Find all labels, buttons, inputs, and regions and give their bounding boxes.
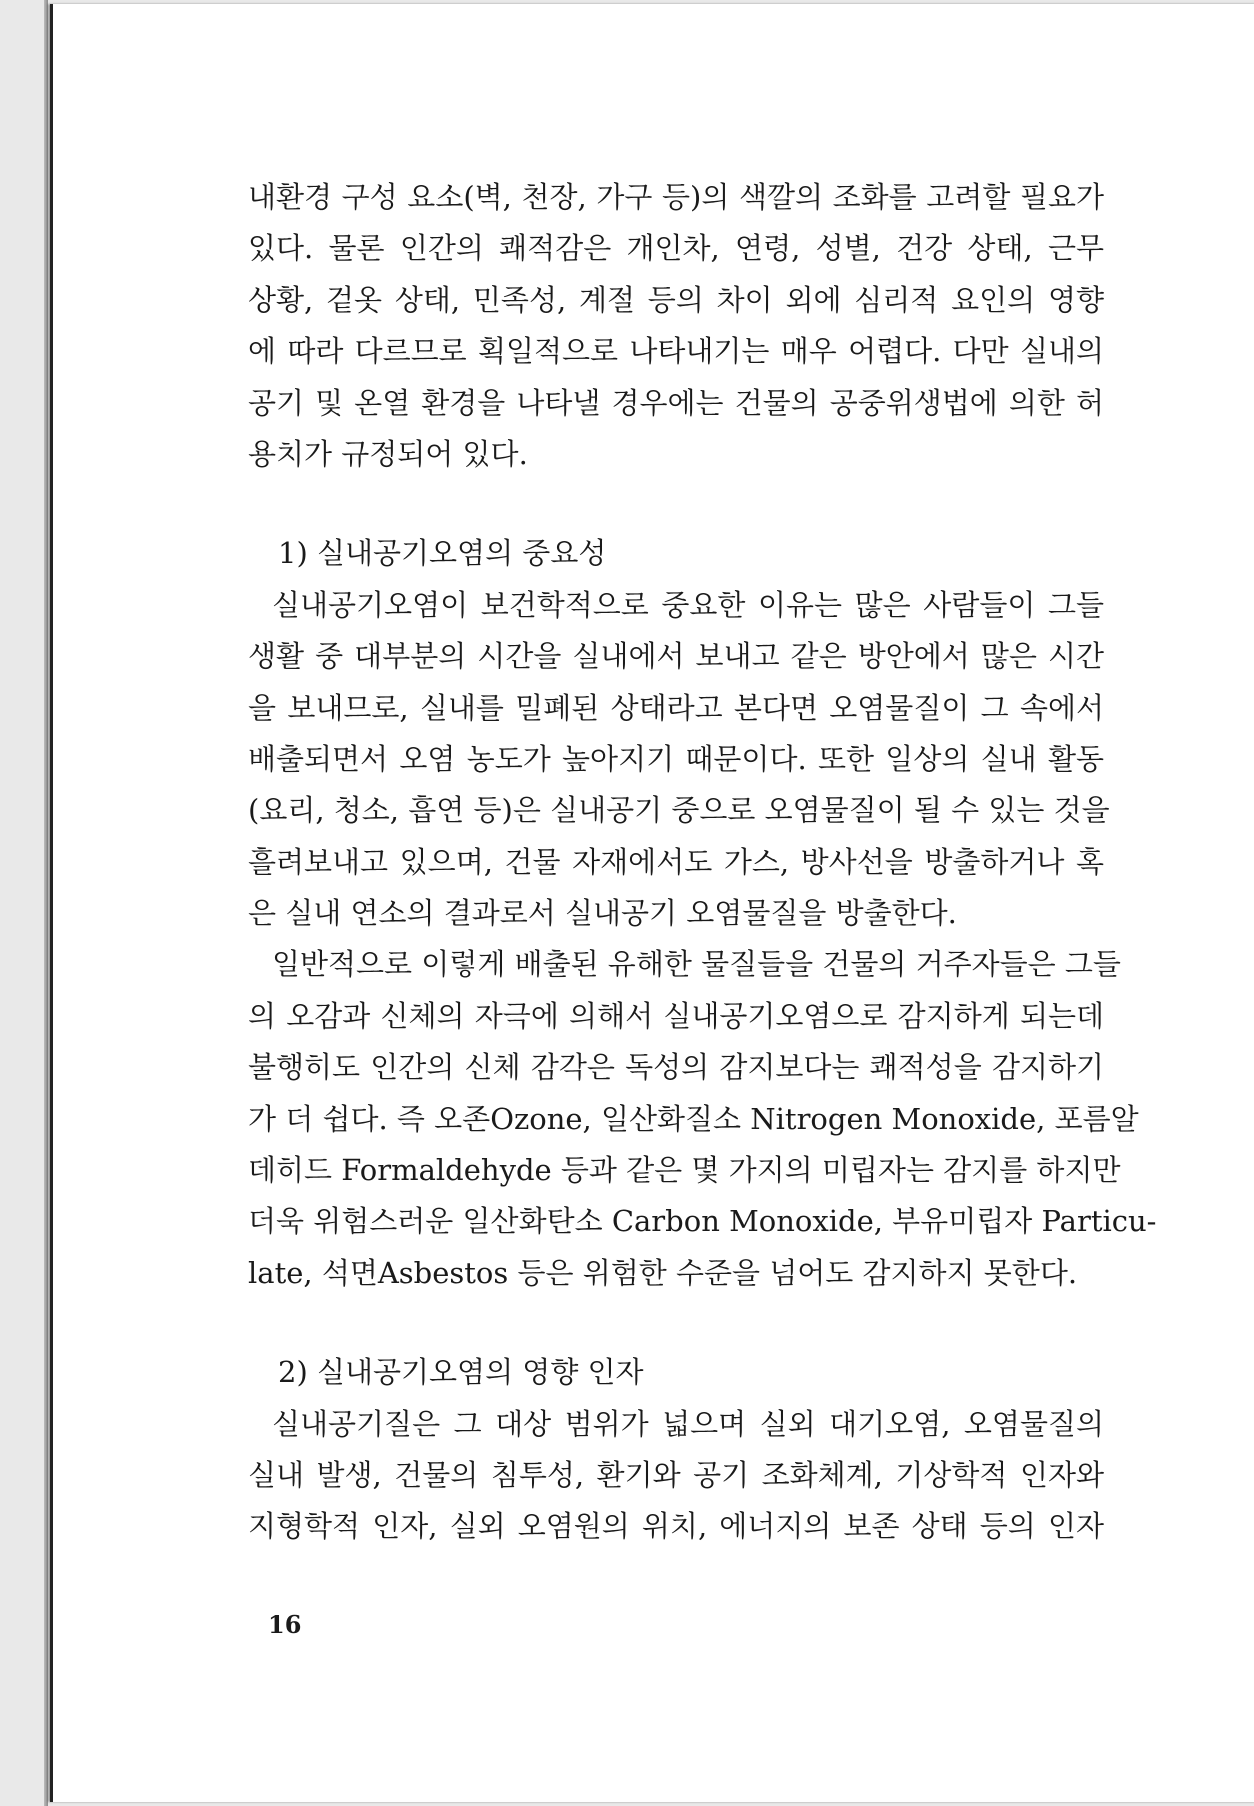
text-line: 지형학적 인자, 실외 오염원의 위치, 에너지의 보존 상태 등의 인자 <box>248 1509 1104 1544</box>
text-line: 흘려보내고 있으며, 건물 자재에서도 가스, 방사선을 방출하거나 혹 <box>248 844 1104 879</box>
text-line: 실내공기오염이 보건학적으로 중요한 이유는 많은 사람들이 그들 <box>272 587 1104 622</box>
text-line: late, 석면Asbestos 등은 위험한 수준을 넘어도 감지하지 못한다. <box>248 1255 1078 1290</box>
text-line: 은 실내 연소의 결과로서 실내공기 오염물질을 방출한다. <box>248 896 957 931</box>
text-line: (요리, 청소, 흡연 등)은 실내공기 중으로 오염물질이 될 수 있는 것을 <box>248 793 1110 828</box>
section-gap <box>248 1299 1104 1347</box>
text-line: 더욱 위험스러운 일산화탄소 Carbon Monoxide, 부유미립자 Particu- <box>248 1204 1157 1239</box>
text-line: 내환경 구성 요소(벽, 천장, 가구 등)의 색깔의 조화를 고려할 필요가 <box>248 180 1104 214</box>
section-heading-1: 1) 실내공기오염의 중요성 <box>278 536 607 571</box>
text-line: 실내 발생, 건물의 침투성, 환기와 공기 조화체계, 기상학적 인자와 <box>248 1457 1104 1492</box>
text-line: 일반적으로 이렇게 배출된 유해한 물질들을 건물의 거주자들은 그들 <box>272 947 1121 982</box>
text-line: 있다. 물론 인간의 쾌적감은 개인차, 연령, 성별, 건강 상태, 근무 <box>248 231 1104 266</box>
text-line: 가 더 쉽다. 즉 오존Ozone, 일산화질소 Nitrogen Monoxide, 포름알 <box>248 1101 1139 1136</box>
text-line: 의 오감과 신체의 자극에 의해서 실내공기오염으로 감지하게 되는데 <box>248 998 1104 1033</box>
page-number: 16 <box>268 1610 302 1639</box>
page-text-block <box>248 172 1157 1553</box>
text-line: 에 따라 다르므로 획일적으로 나타내기는 매우 어렵다. 다만 실내의 <box>248 334 1104 369</box>
text-line: 데히드 Formaldehyde 등과 같은 몇 가지의 미립자는 감지를 하지만 <box>248 1153 1121 1188</box>
text-line: 불행히도 인간의 신체 감각은 독성의 감지보다는 쾌적성을 감지하기 <box>248 1050 1104 1085</box>
page-binding-edge <box>44 0 48 1806</box>
text-line: 실내공기질은 그 대상 범위가 넓으며 실외 대기오염, 오염물질의 <box>272 1406 1104 1441</box>
section-heading-2: 2) 실내공기오염의 영향 인자 <box>278 1355 644 1390</box>
text-line: 을 보내므로, 실내를 밀폐된 상태라고 본다면 오염물질이 그 속에서 <box>248 690 1104 725</box>
text-line: 상황, 겉옷 상태, 민족성, 계절 등의 차이 외에 심리적 요인의 영향 <box>248 282 1104 317</box>
text-line: 생활 중 대부분의 시간을 실내에서 보내고 같은 방안에서 많은 시간 <box>248 639 1104 674</box>
text-line: 용치가 규정되어 있다. <box>248 436 528 471</box>
text-line: 배출되면서 오염 농도가 높아지기 때문이다. 또한 일상의 실내 활동 <box>248 741 1104 776</box>
section-gap <box>248 480 1104 528</box>
text-line: 공기 및 온열 환경을 나타낼 경우에는 건물의 공중위생법에 의한 허 <box>248 385 1104 420</box>
